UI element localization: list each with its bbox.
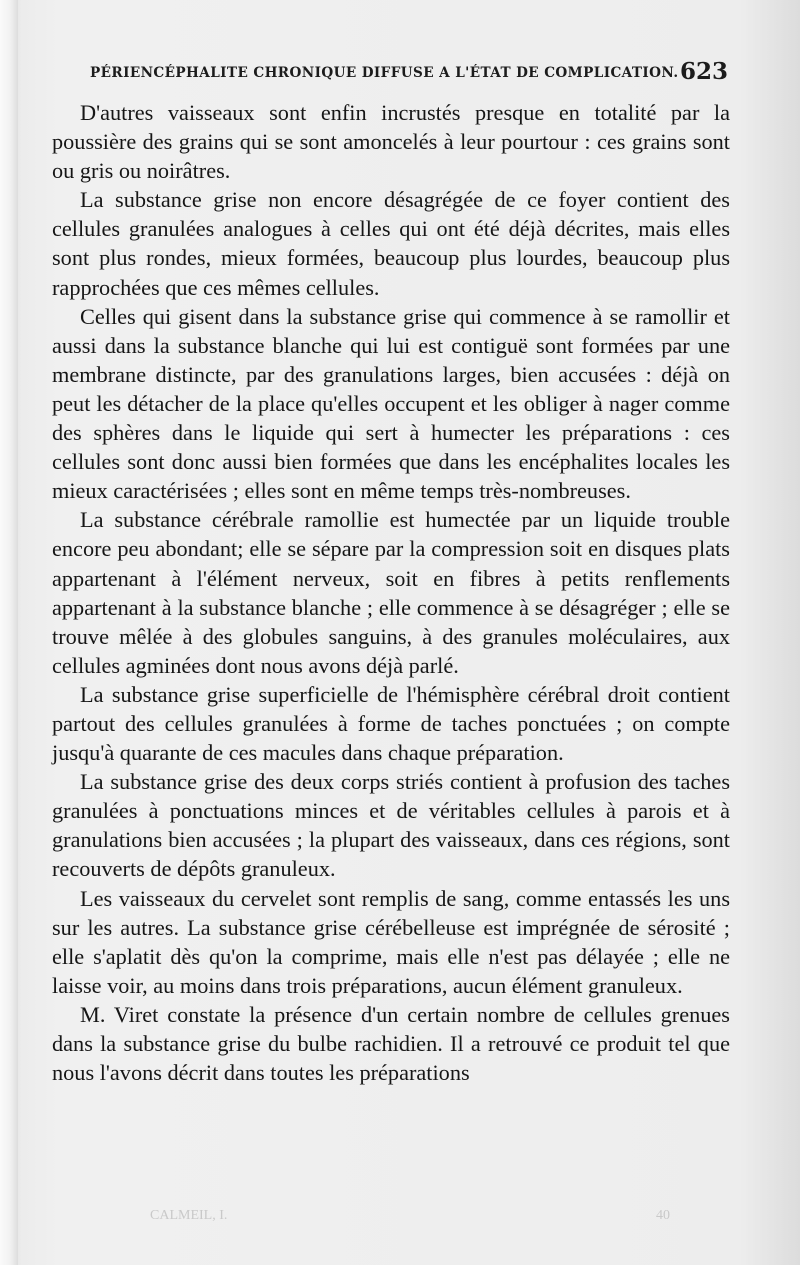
page-header — [90, 56, 730, 86]
paragraph: La substance grise des deux corps striés contient à profusion des taches granulées à ponctuations minces et de véritables cellules à parois et à granulations bien accusées ; la plupart des vaisseaux, dans ces régions, sont recouverts de dépôts granuleux. — [52, 769, 730, 882]
signature-right: 40 — [656, 1208, 670, 1223]
paragraph: D'autres vaisseaux sont enfin incrustés presque en totalité par la poussière des grains qui se sont amoncelés à leur pourtour : ces grains sont ou gris ou noirâtres. — [52, 100, 730, 184]
page-edge — [0, 0, 18, 1265]
paragraph: La substance grise superficielle de l'hémisphère cérébral droit contient partout des cellules granulées à forme de taches ponctuées ; on compte jusqu'à quarante de ces macules dans chaque préparation. — [52, 681, 730, 766]
running-title: PÉRIENCÉPHALITE CHRONIQUE DIFFUSE A L'ÉTAT DE COMPLICATION. — [90, 65, 679, 81]
signature-left: CALMEIL, I. — [150, 1208, 228, 1223]
page-number: 623 — [679, 58, 728, 85]
paragraph: La substance grise non encore désagrégée de ce foyer contient des cellules granulées analogues à celles qui ont été déjà décrites, mais elles sont plus rondes, mieux formées, beaucoup plus lourdes, beaucoup plus rapprochées que ces mêmes cellules. — [52, 187, 730, 300]
paragraph: La substance cérébrale ramollie est humectée par un liquide trouble encore peu abondant; elle se sépare par la compression soit en disques plats appartenant à l'élément nerveux, soit en fibres à petits renflements appartenant à la substance blanche ; elle commence à se désagréger ; elle se trouve mêlée à des globules sanguins, à des granules moléculaires, aux cellules agminées dont nous avons déjà parlé. — [52, 507, 730, 678]
body-text — [52, 98, 730, 1087]
paragraph: Les vaisseaux du cervelet sont remplis de sang, comme entassés les uns sur les autres. La substance grise cérébelleuse est imprégnée de sérosité ; elle s'aplatit dès qu'on la comprime, mais elle n'est pas délayée ; elle ne laisse voir, au moins dans trois préparations, aucun élément granuleux. — [52, 885, 730, 998]
paragraph: M. Viret constate la présence d'un certain nombre de cellules grenues dans la substance grise du bulbe rachidien. Il a retrouvé ce produit tel que nous l'avons décrit dans toutes les préparations — [52, 1001, 730, 1086]
paragraph: Celles qui gisent dans la substance grise qui commence à se ramollir et aussi dans la substance blanche qui lui est contiguë sont formées par une membrane distincte, par des granulations larges, bien accusées : déjà on peut les détacher de la place qu'elles occupent et les obliger à nager comme des sphères dans le liquide qui sert à humecter les préparations : ces cellules sont donc aussi bien formées que dans les encéphalites locales les mieux caractérisées ; elles sont en même temps très-nombreuses. — [52, 303, 730, 504]
